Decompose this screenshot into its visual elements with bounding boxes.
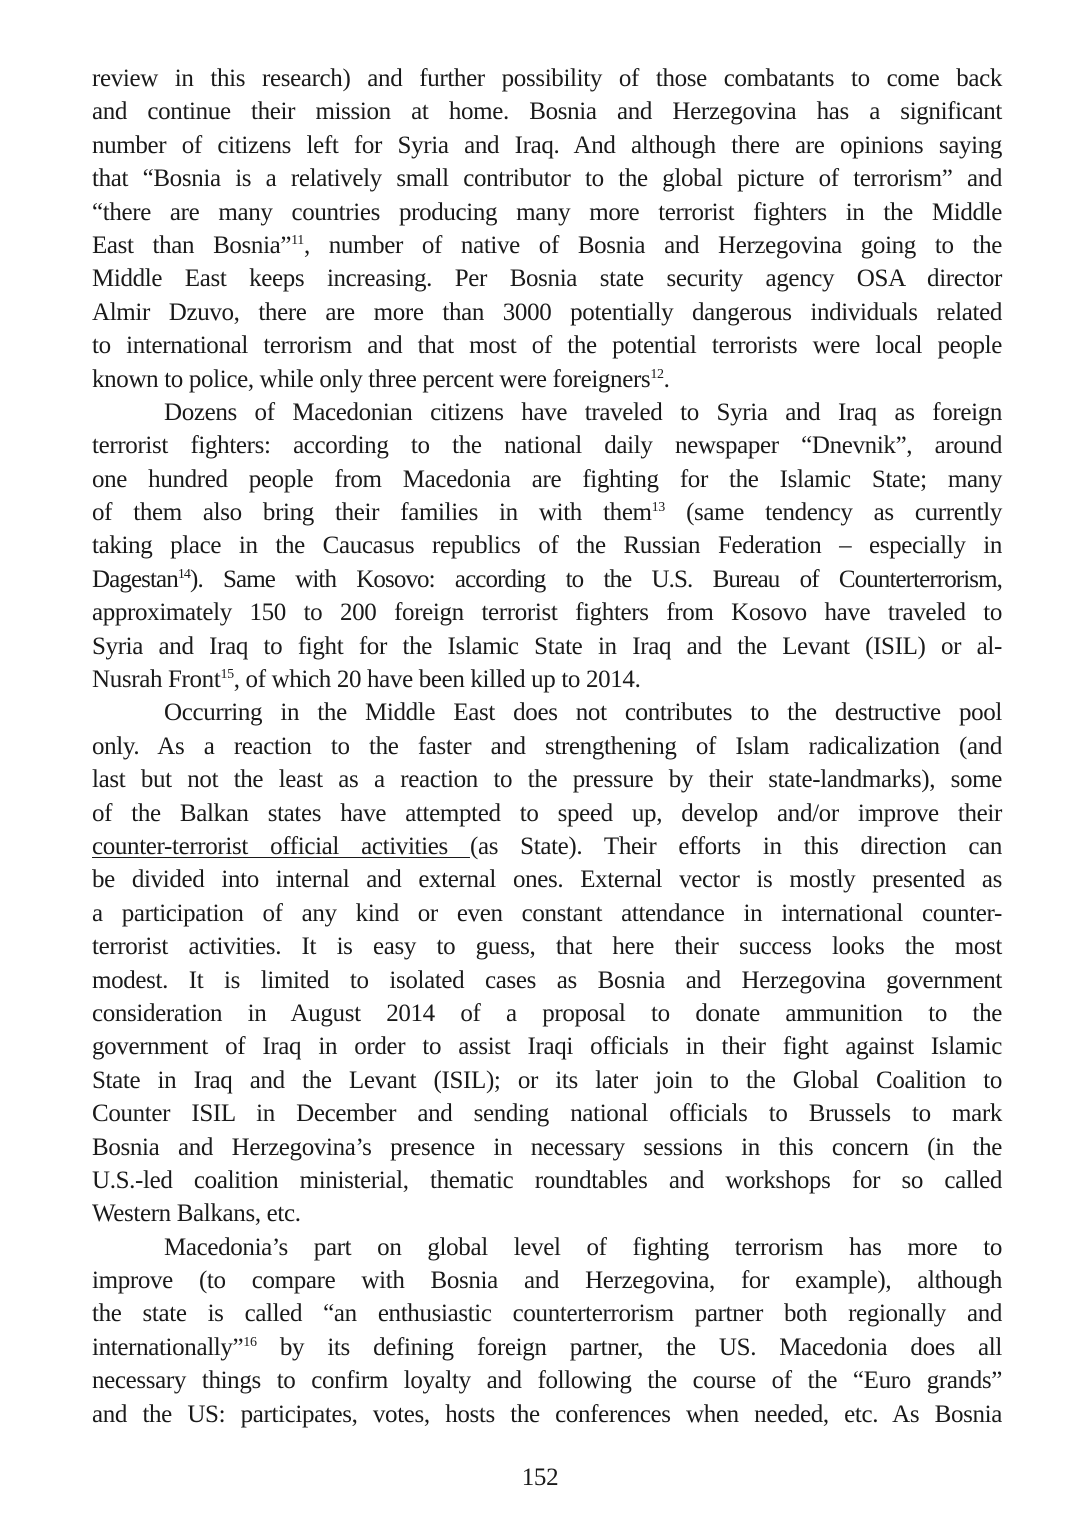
paragraph-3 xyxy=(92,696,1002,1230)
text-run: , of which 20 have been killed up to 2014. xyxy=(233,666,641,694)
text-run: (same tendency as currently xyxy=(664,499,1002,527)
text-line: necessary things to confirm loyalty and following the course of the “Euro grands” xyxy=(92,1367,1002,1395)
text-line: Almir Dzuvo, there are more than 3000 potentially dangerous individuals related xyxy=(92,298,1002,326)
text-line: Occurring in the Middle East does not contributes to the destructive pool xyxy=(164,699,1002,727)
text-line: improve (to compare with Bosnia and Herzegovina, for example), although xyxy=(92,1267,1002,1295)
text-line: Dozens of Macedonian citizens have traveled to Syria and Iraq as foreign xyxy=(164,398,1002,426)
text-line: number of citizens left for Syria and Iraq. And although there are opinions saying xyxy=(92,131,1002,159)
footnote-ref-12[interactable]: 12 xyxy=(650,366,664,382)
text-line: of the Balkan states have attempted to speed up, develop and/or improve their xyxy=(92,799,1002,827)
text-line: consideration in August 2014 of a proposal to donate ammunition to the xyxy=(92,999,1002,1027)
text-line: to international terrorism and that most of the potential terrorists were local people xyxy=(92,332,1002,360)
text-line xyxy=(92,229,1002,262)
text-line xyxy=(92,563,1002,596)
text-line: the state is called “an enthusiastic counterterrorism partner both regionally and xyxy=(92,1300,1002,1328)
footnote-ref-14[interactable]: 14 xyxy=(177,566,191,582)
text-run: , number of native of Bosnia and Herzegovina going to the xyxy=(303,231,1002,259)
text-line: and the US: participates, votes, hosts the conferences when needed, etc. As Bosnia xyxy=(92,1400,1002,1428)
text-line: government of Iraq in order to assist Iraqi officials in their fight against Islamic xyxy=(92,1033,1002,1061)
text-line: Counter ISIL in December and sending national officials to Brussels to mark xyxy=(92,1100,1002,1128)
text-line: and continue their mission at home. Bosnia and Herzegovina has a significant xyxy=(92,98,1002,126)
paragraph-1 xyxy=(92,62,1002,396)
text-line: taking place in the Caucasus republics of the Russian Federation – especially in xyxy=(92,532,1002,560)
text-run: of them also bring their families in with them xyxy=(92,499,652,527)
text-line: “there are many countries producing many more terrorist fighters in the Middle xyxy=(92,198,1002,226)
text-line: terrorist activities. It is easy to guess, that here their success looks the most xyxy=(92,933,1002,961)
page-number: 152 xyxy=(521,1464,559,1491)
text-line: last but not the least as a reaction to the pressure by their state-landmarks), some xyxy=(92,766,1002,794)
text-line xyxy=(92,363,1002,396)
text-line: terrorist fighters: according to the national daily newspaper “Dnevnik”, around xyxy=(92,432,1002,460)
document-page-body xyxy=(92,62,1002,1431)
text-line xyxy=(92,663,1002,696)
underlined-phrase: counter-terrorist official activities xyxy=(92,832,470,860)
footnote-ref-13[interactable]: 13 xyxy=(651,500,665,516)
text-line xyxy=(92,1331,1002,1364)
paragraph-4 xyxy=(92,1231,1002,1431)
text-run: Nusrah Front xyxy=(92,666,221,694)
text-line: modest. It is limited to isolated cases as Bosnia and Herzegovina government xyxy=(92,966,1002,994)
text-run: by its defining foreign partner, the US. Macedonia does all xyxy=(256,1333,1002,1361)
text-line: be divided into internal and external ones. External vector is mostly presented as xyxy=(92,866,1002,894)
text-line: only. As a reaction to the faster and strengthening of Islam radicalization (and xyxy=(92,732,1002,760)
text-run: (as State). Their efforts in this direction can xyxy=(469,832,1002,860)
text-run: Dagestan xyxy=(92,565,178,593)
text-line: Western Balkans, etc. xyxy=(92,1200,301,1228)
text-line xyxy=(92,496,1002,529)
text-line: Macedonia’s part on global level of fighting terrorism has more to xyxy=(164,1233,1002,1261)
footnote-ref-15[interactable]: 15 xyxy=(220,667,234,683)
text-run: ). Same with Kosovo: according to the U.S. Bureau of Counterterrorism, xyxy=(190,565,1002,593)
text-run: East than Bosnia” xyxy=(92,231,292,259)
text-run: . xyxy=(663,365,670,393)
text-line: Bosnia and Herzegovina’s presence in necessary sessions in this concern (in the xyxy=(92,1133,1002,1161)
text-line: approximately 150 to 200 foreign terrorist fighters from Kosovo have traveled to xyxy=(92,599,1002,627)
text-line: review in this research) and further possibility of those combatants to come back xyxy=(92,65,1002,92)
text-line: one hundred people from Macedonia are fighting for the Islamic State; many xyxy=(92,465,1002,493)
text-line: State in Iraq and the Levant (ISIL); or its later join to the Global Coalition to xyxy=(92,1066,1002,1094)
text-run: internationally” xyxy=(92,1333,244,1361)
text-run: known to police, while only three percent were foreigners xyxy=(92,365,651,393)
text-line: a participation of any kind or even constant attendance in international counter- xyxy=(92,899,1002,927)
text-line: Middle East keeps increasing. Per Bosnia state security agency OSA director xyxy=(92,265,1002,293)
text-line xyxy=(92,830,1002,863)
footnote-ref-11[interactable]: 11 xyxy=(291,232,304,248)
text-line: that “Bosnia is a relatively small contributor to the global picture of terrorism” and xyxy=(92,165,1002,193)
text-line: Syria and Iraq to fight for the Islamic State in Iraq and the Levant (ISIL) or al- xyxy=(92,632,1002,660)
text-line: U.S.-led coalition ministerial, thematic roundtables and workshops for so called xyxy=(92,1166,1002,1194)
footnote-ref-16[interactable]: 16 xyxy=(243,1334,257,1350)
paragraph-2 xyxy=(92,396,1002,697)
